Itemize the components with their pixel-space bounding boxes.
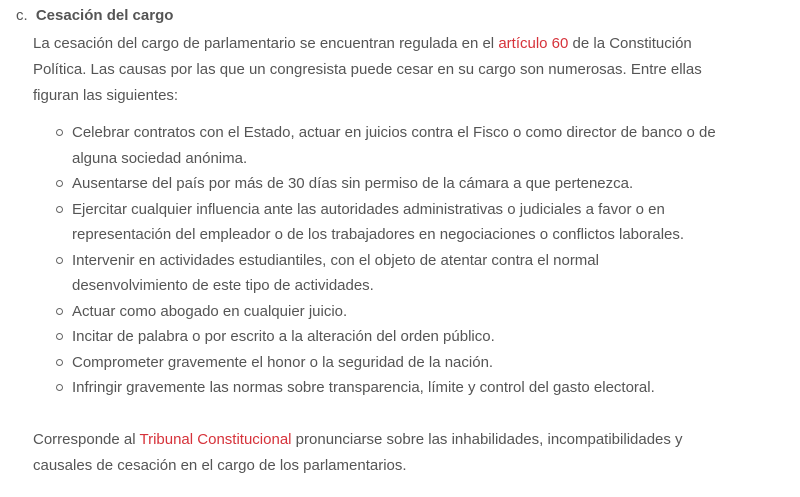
list-item-text: Celebrar contratos con el Estado, actuar en juicios contra el Fisco o como director de banco o de alguna sociedad anónima. — [72, 124, 716, 167]
closing-text-start: Corresponde al — [33, 431, 140, 448]
list-marker: c. — [16, 7, 28, 24]
list-item-text: Actuar como abogado en cualquier juicio. — [72, 302, 348, 320]
list-item — [56, 171, 716, 197]
list-item — [56, 248, 716, 299]
list-item-text: Comprometer gravemente el honor o la seguridad de la nación. — [72, 353, 494, 371]
list-item-text: Ausentarse del país por más de 30 días sin permiso de la cámara a que pertenezca. — [72, 175, 634, 192]
tribunal-constitucional-link[interactable]: Tribunal Constitucional — [139, 431, 292, 448]
circle-bullet-icon — [56, 384, 63, 391]
circle-bullet-icon — [56, 257, 63, 264]
causes-list — [56, 120, 716, 401]
circle-bullet-icon — [56, 206, 63, 213]
circle-bullet-icon — [56, 308, 63, 315]
list-item — [56, 299, 716, 325]
list-item-text: Intervenir en actividades estudiantiles, con el objeto de atentar contra el normal desenvolvimiento de este tipo de actividades. — [72, 251, 599, 294]
intro-text-start: La cesación del cargo de parlamentario se encuentran regulada en el — [33, 35, 499, 52]
list-item-text: Ejercitar cualquier influencia ante las autoridades administrativas o judiciales a favor o en representación del empleador o de los trabajadores en negociaciones o conflictos laborales. — [72, 200, 685, 243]
circle-bullet-icon — [56, 129, 63, 136]
closing-paragraph — [33, 427, 723, 479]
section-heading — [16, 6, 173, 26]
circle-bullet-icon — [56, 333, 63, 340]
section-title: Cesación del cargo — [35, 7, 174, 24]
intro-text-end: de la Constitución Política. Las causas por las que un congresista puede cesar en su cargo son numerosas. Entre ellas figuran las siguientes: — [33, 35, 702, 104]
list-item — [56, 197, 716, 248]
list-item-text: Incitar de palabra o por escrito a la alteración del orden público. — [72, 328, 495, 345]
list-item-text: Infringir gravemente las normas sobre transparencia, límite y control del gasto electoral. — [72, 379, 655, 396]
intro-paragraph — [33, 31, 723, 109]
circle-bullet-icon — [56, 180, 63, 187]
list-item — [56, 324, 716, 350]
closing-text-end: pronunciarse sobre las inhabilidades, incompatibilidades y causales de cesación en el cargo de los parlamentarios. — [33, 431, 683, 474]
articulo-60-link[interactable]: artículo 60 — [498, 35, 569, 52]
circle-bullet-icon — [56, 359, 63, 366]
list-item — [56, 375, 716, 401]
list-item — [56, 350, 716, 376]
list-item — [56, 120, 716, 171]
